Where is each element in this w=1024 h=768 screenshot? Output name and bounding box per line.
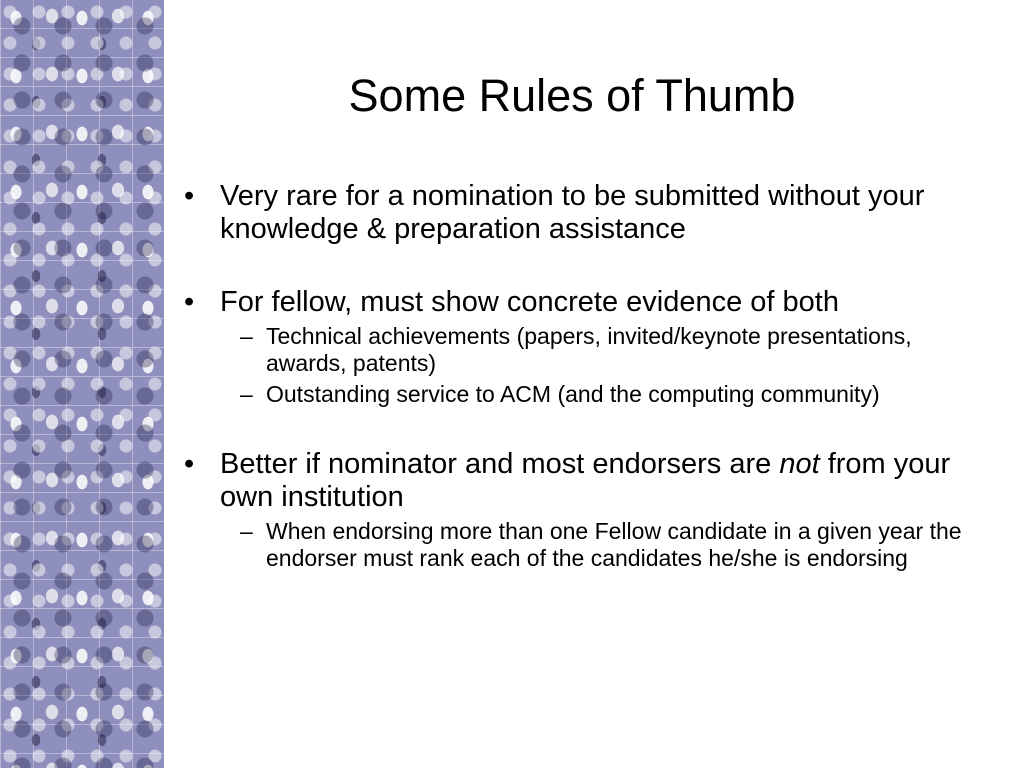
dash-icon: – (240, 381, 253, 407)
bullet-text: Very rare for a nomination to be submitted without your knowledge & preparation assistance (220, 180, 925, 245)
bullet-item (184, 448, 984, 514)
sub-bullet-item (184, 323, 984, 377)
bullet-text-part: from your own institution (220, 448, 951, 513)
photo-collage-strip (0, 0, 164, 768)
sub-bullet-text: Technical achievements (papers, invited/keynote presentations, awards, patents) (266, 323, 912, 376)
bullet-item (184, 180, 984, 246)
slide-title: Some Rules of Thumb (348, 70, 796, 121)
bullet-text-part: Better if nominator and most endorsers are (220, 448, 780, 480)
dash-icon: – (240, 323, 253, 349)
emphasis-text: not (779, 448, 820, 480)
sub-bullet-text: Outstanding service to ACM (and the computing community) (266, 381, 880, 407)
bullet-item (184, 286, 984, 319)
sub-bullet-item (184, 518, 984, 572)
bullet-text (220, 448, 950, 513)
bullet-text: For fellow, must show concrete evidence of both (220, 286, 839, 318)
bullet-icon: • (184, 180, 195, 212)
bullet-icon: • (184, 448, 195, 480)
sub-bullet-item (184, 381, 984, 408)
sub-bullet-text: When endorsing more than one Fellow candidate in a given year the endorser must rank each of the candidates he/she is endorsing (266, 518, 962, 571)
dash-icon: – (240, 518, 253, 544)
slide-body (184, 180, 984, 572)
bullet-icon: • (184, 286, 195, 318)
